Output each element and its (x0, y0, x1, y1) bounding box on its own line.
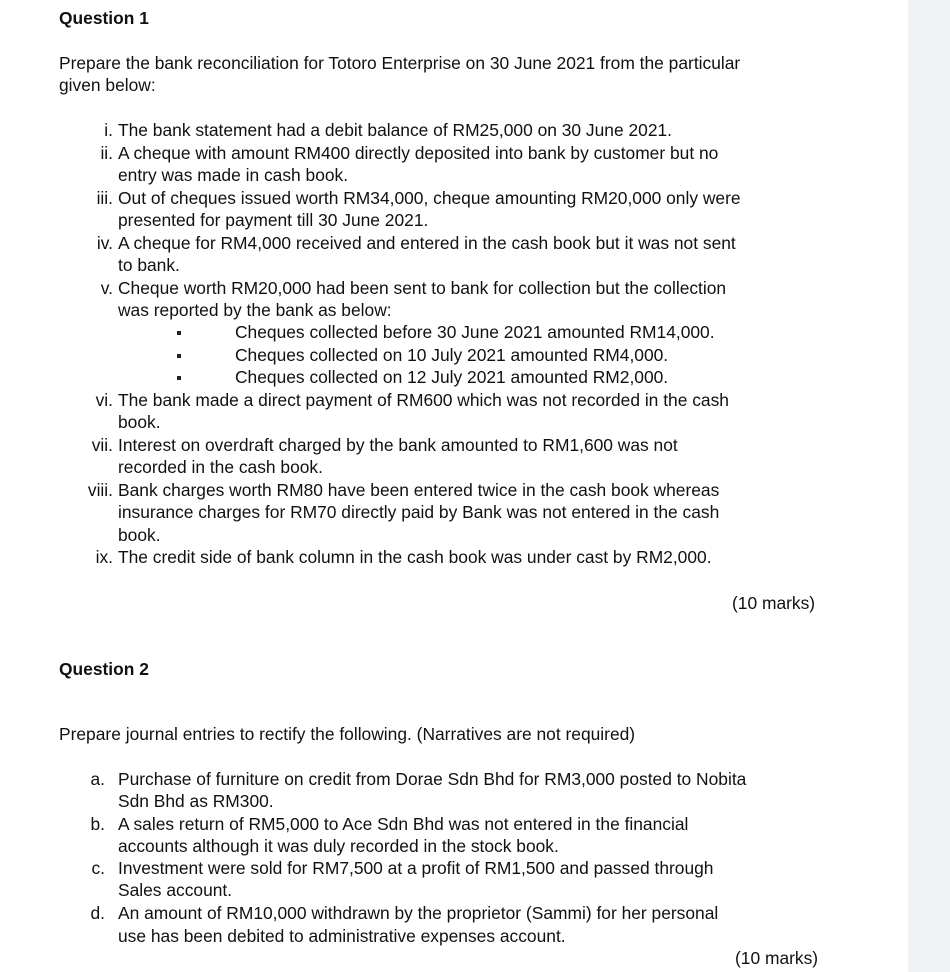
item-text: Cheque worth RM20,000 had been sent to bank for collection but the collection (118, 278, 727, 298)
bullet-icon (177, 331, 181, 335)
item-text: The credit side of bank column in the cash book was under cast by RM2,000. (118, 547, 712, 567)
item-number: v. (100, 278, 113, 298)
item-text: Purchase of furniture on credit from Dorae Sdn Bhd for RM3,000 posted to Nobita (118, 769, 747, 789)
item-text: Investment were sold for RM7,500 at a profit of RM1,500 and passed through (118, 858, 714, 878)
question-1-marks: (10 marks) (732, 593, 816, 613)
sub-item-text: Cheques collected on 10 July 2021 amounted RM4,000. (235, 345, 669, 365)
item-letter: b. (90, 814, 105, 834)
question-1-title: Question 1 (59, 8, 149, 28)
item-text: Out of cheques issued worth RM34,000, cheque amounting RM20,000 only were (118, 188, 741, 208)
item-text: entry was made in cash book. (118, 165, 349, 185)
item-text: insurance charges for RM70 directly paid by Bank was not entered in the cash (118, 502, 720, 522)
question-2-title: Question 2 (59, 659, 149, 679)
item-number: ii. (100, 143, 113, 163)
item-letter: d. (90, 903, 105, 923)
item-number: i. (104, 120, 113, 140)
item-text: was reported by the bank as below: (118, 300, 392, 320)
item-text: accounts although it was duly recorded in the stock book. (118, 836, 559, 856)
item-text: An amount of RM10,000 withdrawn by the proprietor (Sammi) for her personal (118, 903, 719, 923)
item-text: A cheque for RM4,000 received and entered in the cash book but it was not sent (118, 233, 736, 253)
question-1-intro: Prepare the bank reconciliation for Totoro Enterprise on 30 June 2021 from the particular (59, 53, 741, 73)
bullet-icon (177, 354, 181, 358)
item-text: Bank charges worth RM80 have been entered twice in the cash book whereas (118, 480, 720, 500)
sub-item-text: Cheques collected on 12 July 2021 amounted RM2,000. (235, 367, 669, 387)
side-panel (908, 0, 950, 972)
bullet-icon (177, 376, 181, 380)
item-text: The bank made a direct payment of RM600 which was not recorded in the cash (118, 390, 729, 410)
item-letter: c. (91, 858, 105, 878)
question-2-intro: Prepare journal entries to rectify the following. (Narratives are not required) (59, 724, 636, 744)
sub-item-text: Cheques collected before 30 June 2021 amounted RM14,000. (235, 322, 715, 342)
question-1-intro: given below: (59, 75, 156, 95)
item-letter: a. (90, 769, 105, 789)
item-number: iii. (96, 188, 113, 208)
item-text: A cheque with amount RM400 directly deposited into bank by customer but no (118, 143, 719, 163)
item-text: A sales return of RM5,000 to Ace Sdn Bhd was not entered in the financial (118, 814, 689, 834)
item-text: recorded in the cash book. (118, 457, 323, 477)
item-text: Sales account. (118, 880, 233, 900)
question-2-marks: (10 marks) (735, 948, 819, 968)
item-text: presented for payment till 30 June 2021. (118, 210, 429, 230)
item-number: viii. (87, 480, 113, 500)
item-number: vii. (91, 435, 113, 455)
item-text: Interest on overdraft charged by the bank amounted to RM1,600 was not (118, 435, 678, 455)
item-text: book. (118, 525, 161, 545)
item-text: The bank statement had a debit balance of RM25,000 on 30 June 2021. (118, 120, 672, 140)
item-number: iv. (96, 233, 113, 253)
item-number: ix. (95, 547, 113, 567)
item-number: vi. (95, 390, 113, 410)
item-text: to bank. (118, 255, 180, 275)
item-text: book. (118, 412, 161, 432)
item-text: use has been debited to administrative expenses account. (118, 926, 566, 946)
item-text: Sdn Bhd as RM300. (118, 791, 274, 811)
